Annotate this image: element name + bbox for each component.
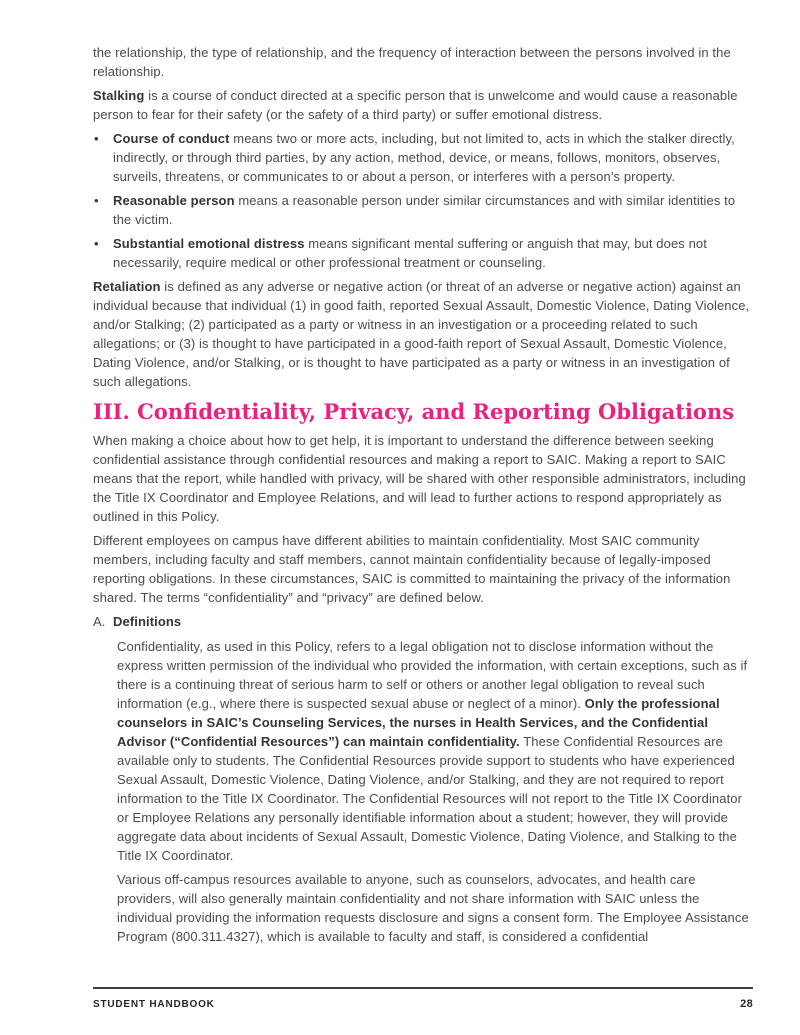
bullet-item: • Reasonable person means a reasonable person under similar circumstances and with similar identities to the victim. — [93, 191, 753, 229]
bold-term: Definitions — [113, 614, 182, 629]
bullet-list — [93, 129, 753, 272]
paragraph: Different employees on campus have different abilities to maintain confidentiality. Most SAIC community members, including faculty and staff members, cannot maintain confidentiality because of legally-imposed reporting obligations. In these circumstances, SAIC is committed to maintaining the privacy of the information shared. The terms “confidentiality” and “privacy” are defined below. — [93, 533, 731, 605]
lettered-item-marker: A. — [93, 614, 106, 629]
paragraph: Retaliation is defined as any adverse or negative action (or threat of an adverse or negative action) against an individual because that individual (1) in good faith, reported Sexual Assault, Domestic Violence, Dating Violence, and/or Stalking; (2) participated as a party or witness in an investigation or a proceeding related to such allegations; or (3) is thought to have participated in a good-faith report of Sexual Assault, Domestic Violence, Dating Violence, and/or Stalking, or is thought to have participated as a party or witness in an investigation of such allegations. — [93, 279, 750, 389]
bullet-item: • Course of conduct means two or more acts, including, but not limited to, acts in which the stalker directly, indirectly, or through third parties, by any action, method, device, or means, follows, monitors, observes, surveils, threatens, or communicates to or about a person, or interferes with a person’s property. — [93, 129, 753, 186]
bold-term: Substantial emotional distress — [113, 236, 305, 251]
lettered-item — [93, 612, 753, 631]
indented-paragraph: Various off-campus resources available to anyone, such as counselors, advocates, and health care providers, will also generally maintain confidentiality and not share information with SAIC unless the individual providing the information requests disclosure and signs a consent form. The Employee Assistance Program (800.311.4327), which is available to faculty and staff, is considered a confidential — [117, 872, 749, 944]
lettered-item-label — [113, 612, 181, 631]
paragraph: When making a choice about how to get help, it is important to understand the difference between seeking confidential assistance through confidential resources and making a report to SAIC. Making a report to SAIC means that the report, while handled with privacy, will be shared with other responsible administrators, including the Title IX Coordinator and Employee Relations, and will lead to further actions to respond appropriately as outlined in this Policy. — [93, 433, 746, 524]
bold-term: Only the professional counselors in SAIC’s Counseling Services, the nurses in Health Services, and the Confidential Advisor (“Confidential Resources”) can maintain confidentiality. — [117, 696, 720, 749]
footer-divider — [93, 987, 753, 989]
section-heading: III. Confidentiality, Privacy, and Reporting Obligations — [93, 399, 735, 424]
indented-paragraph: Confidentiality, as used in this Policy, refers to a legal obligation not to disclose information without the express written permission of the individual who provided the information, with certain exceptions, such as if there is a continuing threat of serious harm to self or others or another legal obligation to reveal such information (e.g., where there is suspected sexual abuse or neglect of a minor). Only the professional counselors in SAIC’s Counseling Services, the nurses in Health Services, and the Confidential Advisor (“Confidential Resources”) can maintain confidentiality. These Confidential Resources are available only to students. The Confidential Resources provide support to students who have experienced Sexual Assault, Domestic Violence, Dating Violence, and/or Stalking, and they are not required to report information to the Title IX Coordinator. The Confidential Resources will not report to the Title IX Coordinator or Employee Relations any personally identifiable information about a student; however, they will provide aggregate data about incidents of Sexual Assault, Domestic Violence, Dating Violence, and Stalking to the Title IX Coordinator. — [117, 639, 748, 863]
paragraph: Stalking is a course of conduct directed at a specific person that is unwelcome and would cause a reasonable person to fear for their safety (or the safety of a third party) or suffer emotional distress. — [93, 88, 738, 122]
footer-page-number: 28 — [740, 997, 753, 1010]
footer-handbook-label: STUDENT HANDBOOK — [93, 998, 215, 1010]
paragraph: the relationship, the type of relationship, and the frequency of interaction between the persons involved in the relationship. — [93, 45, 731, 79]
bold-term: Reasonable person — [113, 193, 235, 208]
page-footer — [93, 987, 753, 1010]
bullet-item: • Substantial emotional distress means significant mental suffering or anguish that may, but does not necessarily, require medical or other professional treatment or counseling. — [93, 234, 753, 272]
bold-term: Course of conduct — [113, 131, 230, 146]
footer-row — [93, 998, 753, 1010]
document-body — [93, 43, 753, 951]
bold-term: Retaliation — [93, 279, 161, 294]
bold-term: Stalking — [93, 88, 145, 103]
